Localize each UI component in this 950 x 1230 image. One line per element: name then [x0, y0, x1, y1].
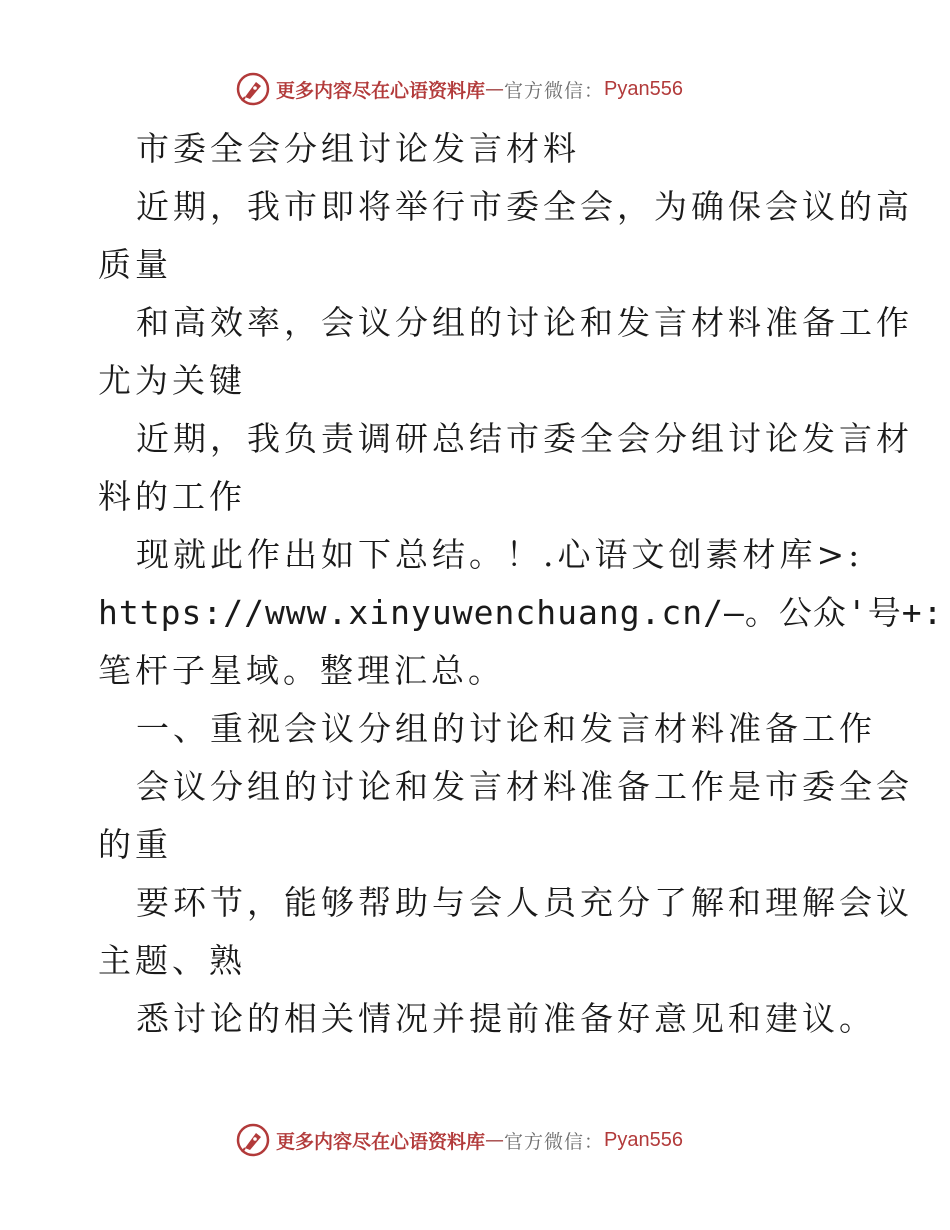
- document-body: [98, 120, 944, 1048]
- banner-wechat-id: Pyan556: [604, 77, 683, 100]
- banner-wechat-label: 官方微信：: [504, 79, 605, 102]
- footer-watermark-banner: [236, 1123, 683, 1157]
- paragraph-line: 要环节，能够帮助与会人员充分了解和理解会议: [136, 883, 913, 922]
- document-title: 市委全会分组讨论发言材料: [136, 129, 580, 168]
- url-line: https://www.xinyuwenchuang.cn/—。公众'号+:: [98, 593, 944, 632]
- banner-slogan: 更多内容尽在心语资料库: [276, 1130, 486, 1153]
- paragraph-line: 和高效率，会议分组的讨论和发言材料准备工作: [136, 303, 913, 342]
- paragraph-line: 的重: [98, 825, 172, 864]
- paragraph-line: 质量: [98, 245, 172, 284]
- paragraph-line: 现就此作出如下总结。！.心语文创素材库>:: [136, 535, 864, 574]
- paragraph-line: 近期，我市即将举行市委全会，为确保会议的高: [136, 187, 913, 226]
- banner-slogan: 更多内容尽在心语资料库: [276, 79, 486, 102]
- paragraph-line: 悉讨论的相关情况并提前准备好意见和建议。: [136, 999, 876, 1038]
- paragraph-line: 近期，我负责调研总结市委全会分组讨论发言材: [136, 419, 913, 458]
- header-watermark-banner: [236, 72, 683, 106]
- fountain-pen-logo-icon: [236, 1123, 270, 1157]
- paragraph-line: 会议分组的讨论和发言材料准备工作是市委全会: [136, 767, 913, 806]
- banner-separator: —: [485, 78, 505, 100]
- banner-wechat-label: 官方微信：: [504, 1130, 605, 1153]
- section-heading: 一、重视会议分组的讨论和发言材料准备工作: [136, 709, 876, 748]
- paragraph-line: 主题、熟: [98, 941, 246, 980]
- fountain-pen-logo-icon: [236, 72, 270, 106]
- paragraph-line: 尤为关键: [98, 361, 246, 400]
- paragraph-line: 笔杆子星域。整理汇总。: [98, 651, 505, 690]
- banner-separator: —: [485, 1129, 505, 1151]
- banner-wechat-id: Pyan556: [604, 1128, 683, 1151]
- paragraph-line: 料的工作: [98, 477, 246, 516]
